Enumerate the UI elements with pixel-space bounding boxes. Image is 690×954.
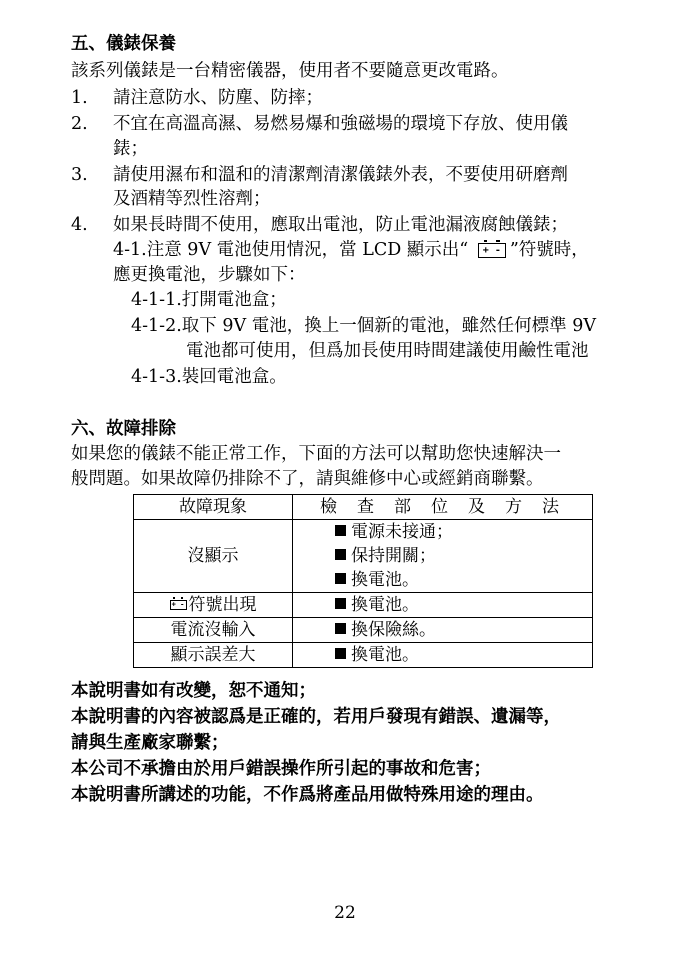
action-cell [293, 618, 593, 643]
header-method [293, 495, 593, 520]
symptom-cell: 電流沒輸入 [134, 618, 293, 643]
square-bullet-icon [335, 623, 346, 634]
step-replace-battery: 4-1-2.取下 9V 電池，換上一個新的電池，雖然任何標準 9V [131, 316, 597, 336]
list-item-1 [71, 86, 323, 110]
action-text: 換電池。 [351, 645, 419, 665]
list-item-4 [71, 213, 568, 237]
table-row [134, 643, 593, 668]
table-row [134, 520, 593, 593]
list-text: 請使用濕布和溫和的清潔劑清潔儀錶外表，不要使用研磨劑 [113, 165, 568, 185]
header-method-text: 檢查部位及方法 [320, 497, 579, 517]
battery-icon [170, 600, 187, 610]
list-item-2 [71, 112, 568, 136]
header-symptom: 故障現象 [134, 495, 293, 520]
action-item [293, 568, 592, 592]
action-item [293, 593, 592, 617]
battery-icon-label: + - [482, 244, 501, 256]
action-cell [293, 520, 593, 593]
symptom-cell: 顯示誤差大 [134, 643, 293, 668]
action-cell [293, 643, 593, 668]
symptom-cell: 沒顯示 [134, 520, 293, 593]
battery-instruction [113, 238, 589, 262]
table-header-row [134, 495, 593, 520]
list-item-3-continued: 及酒精等烈性溶劑； [113, 189, 271, 209]
page-number: 22 [334, 903, 356, 923]
list-text: 如果長時間不使用，應取出電池，防止電池漏液腐蝕儀錶； [113, 215, 568, 235]
table-row [134, 618, 593, 643]
symptom-text: 符號出現 [188, 595, 257, 615]
action-text: 保持開關； [351, 546, 436, 566]
list-number: 4. [71, 215, 88, 235]
action-item [293, 520, 592, 544]
table-row [134, 593, 593, 618]
battery-icon-label: + - [171, 600, 185, 609]
action-item [293, 618, 592, 642]
troubleshooting-intro-line1: 如果您的儀錶不能正常工作，下面的方法可以幫助您快速解決一 [71, 444, 561, 464]
step-replace-battery-continued: 電池都可使用，但爲加長使用時間建議使用鹼性電池 [186, 341, 589, 361]
symptom-cell [134, 593, 293, 618]
battery-instruction-line2: 應更換電池，步驟如下： [113, 265, 306, 285]
troubleshooting-table [133, 494, 593, 668]
action-cell [293, 593, 593, 618]
action-text: 換保險絲。 [351, 620, 436, 640]
action-text: 換電池。 [351, 595, 419, 615]
list-text: 請注意防水、防塵、防摔； [113, 88, 323, 108]
battery-instruction-text: 4-1.注意 9V 電池使用情況，當 LCD 顯示出“ [113, 240, 474, 260]
step-close-battery-box: 4-1-3.裝回電池盒。 [131, 367, 287, 387]
list-number: 3. [71, 165, 88, 185]
square-bullet-icon [335, 598, 346, 609]
list-item-3 [71, 163, 568, 187]
section-title-maintenance: 五、儀錶保養 [71, 34, 176, 54]
list-item-2-continued: 錶； [113, 139, 148, 159]
list-number: 1. [71, 88, 88, 108]
action-text: 電源未接通； [351, 522, 453, 542]
battery-instruction-text-end: ”符號時， [509, 240, 589, 260]
section-title-troubleshooting: 六、故障排除 [71, 419, 176, 439]
action-item [293, 643, 592, 667]
action-item [293, 544, 592, 568]
action-text: 換電池。 [351, 570, 419, 590]
square-bullet-icon [335, 573, 346, 584]
battery-icon [478, 243, 506, 258]
square-bullet-icon [335, 549, 346, 560]
list-number: 2. [71, 114, 88, 134]
list-text: 不宜在高溫高濕、易燃易爆和強磁場的環境下存放、使用儀 [113, 114, 568, 134]
square-bullet-icon [335, 525, 346, 536]
troubleshooting-intro-line2: 般問題。如果故障仍排除不了，請與維修中心或經銷商聯繫。 [71, 469, 544, 489]
step-open-battery-box: 4-1-1.打開電池盒； [131, 290, 287, 310]
notice-line-1: 本說明書如有改變，恕不通知； [71, 681, 316, 701]
notice-line-3: 請與生產廠家聯繫； [71, 733, 229, 753]
notice-line-4: 本公司不承擔由於用戶錯誤操作所引起的事故和危害； [71, 759, 491, 779]
maintenance-intro: 該系列儀錶是一台精密儀器，使用者不要隨意更改電路。 [71, 61, 509, 81]
square-bullet-icon [335, 648, 346, 659]
notice-line-5: 本說明書所講述的功能，不作爲將產品用做特殊用途的理由。 [71, 785, 544, 805]
notice-line-2: 本說明書的內容被認爲是正確的，若用戶發現有錯誤、遺漏等， [71, 707, 561, 727]
